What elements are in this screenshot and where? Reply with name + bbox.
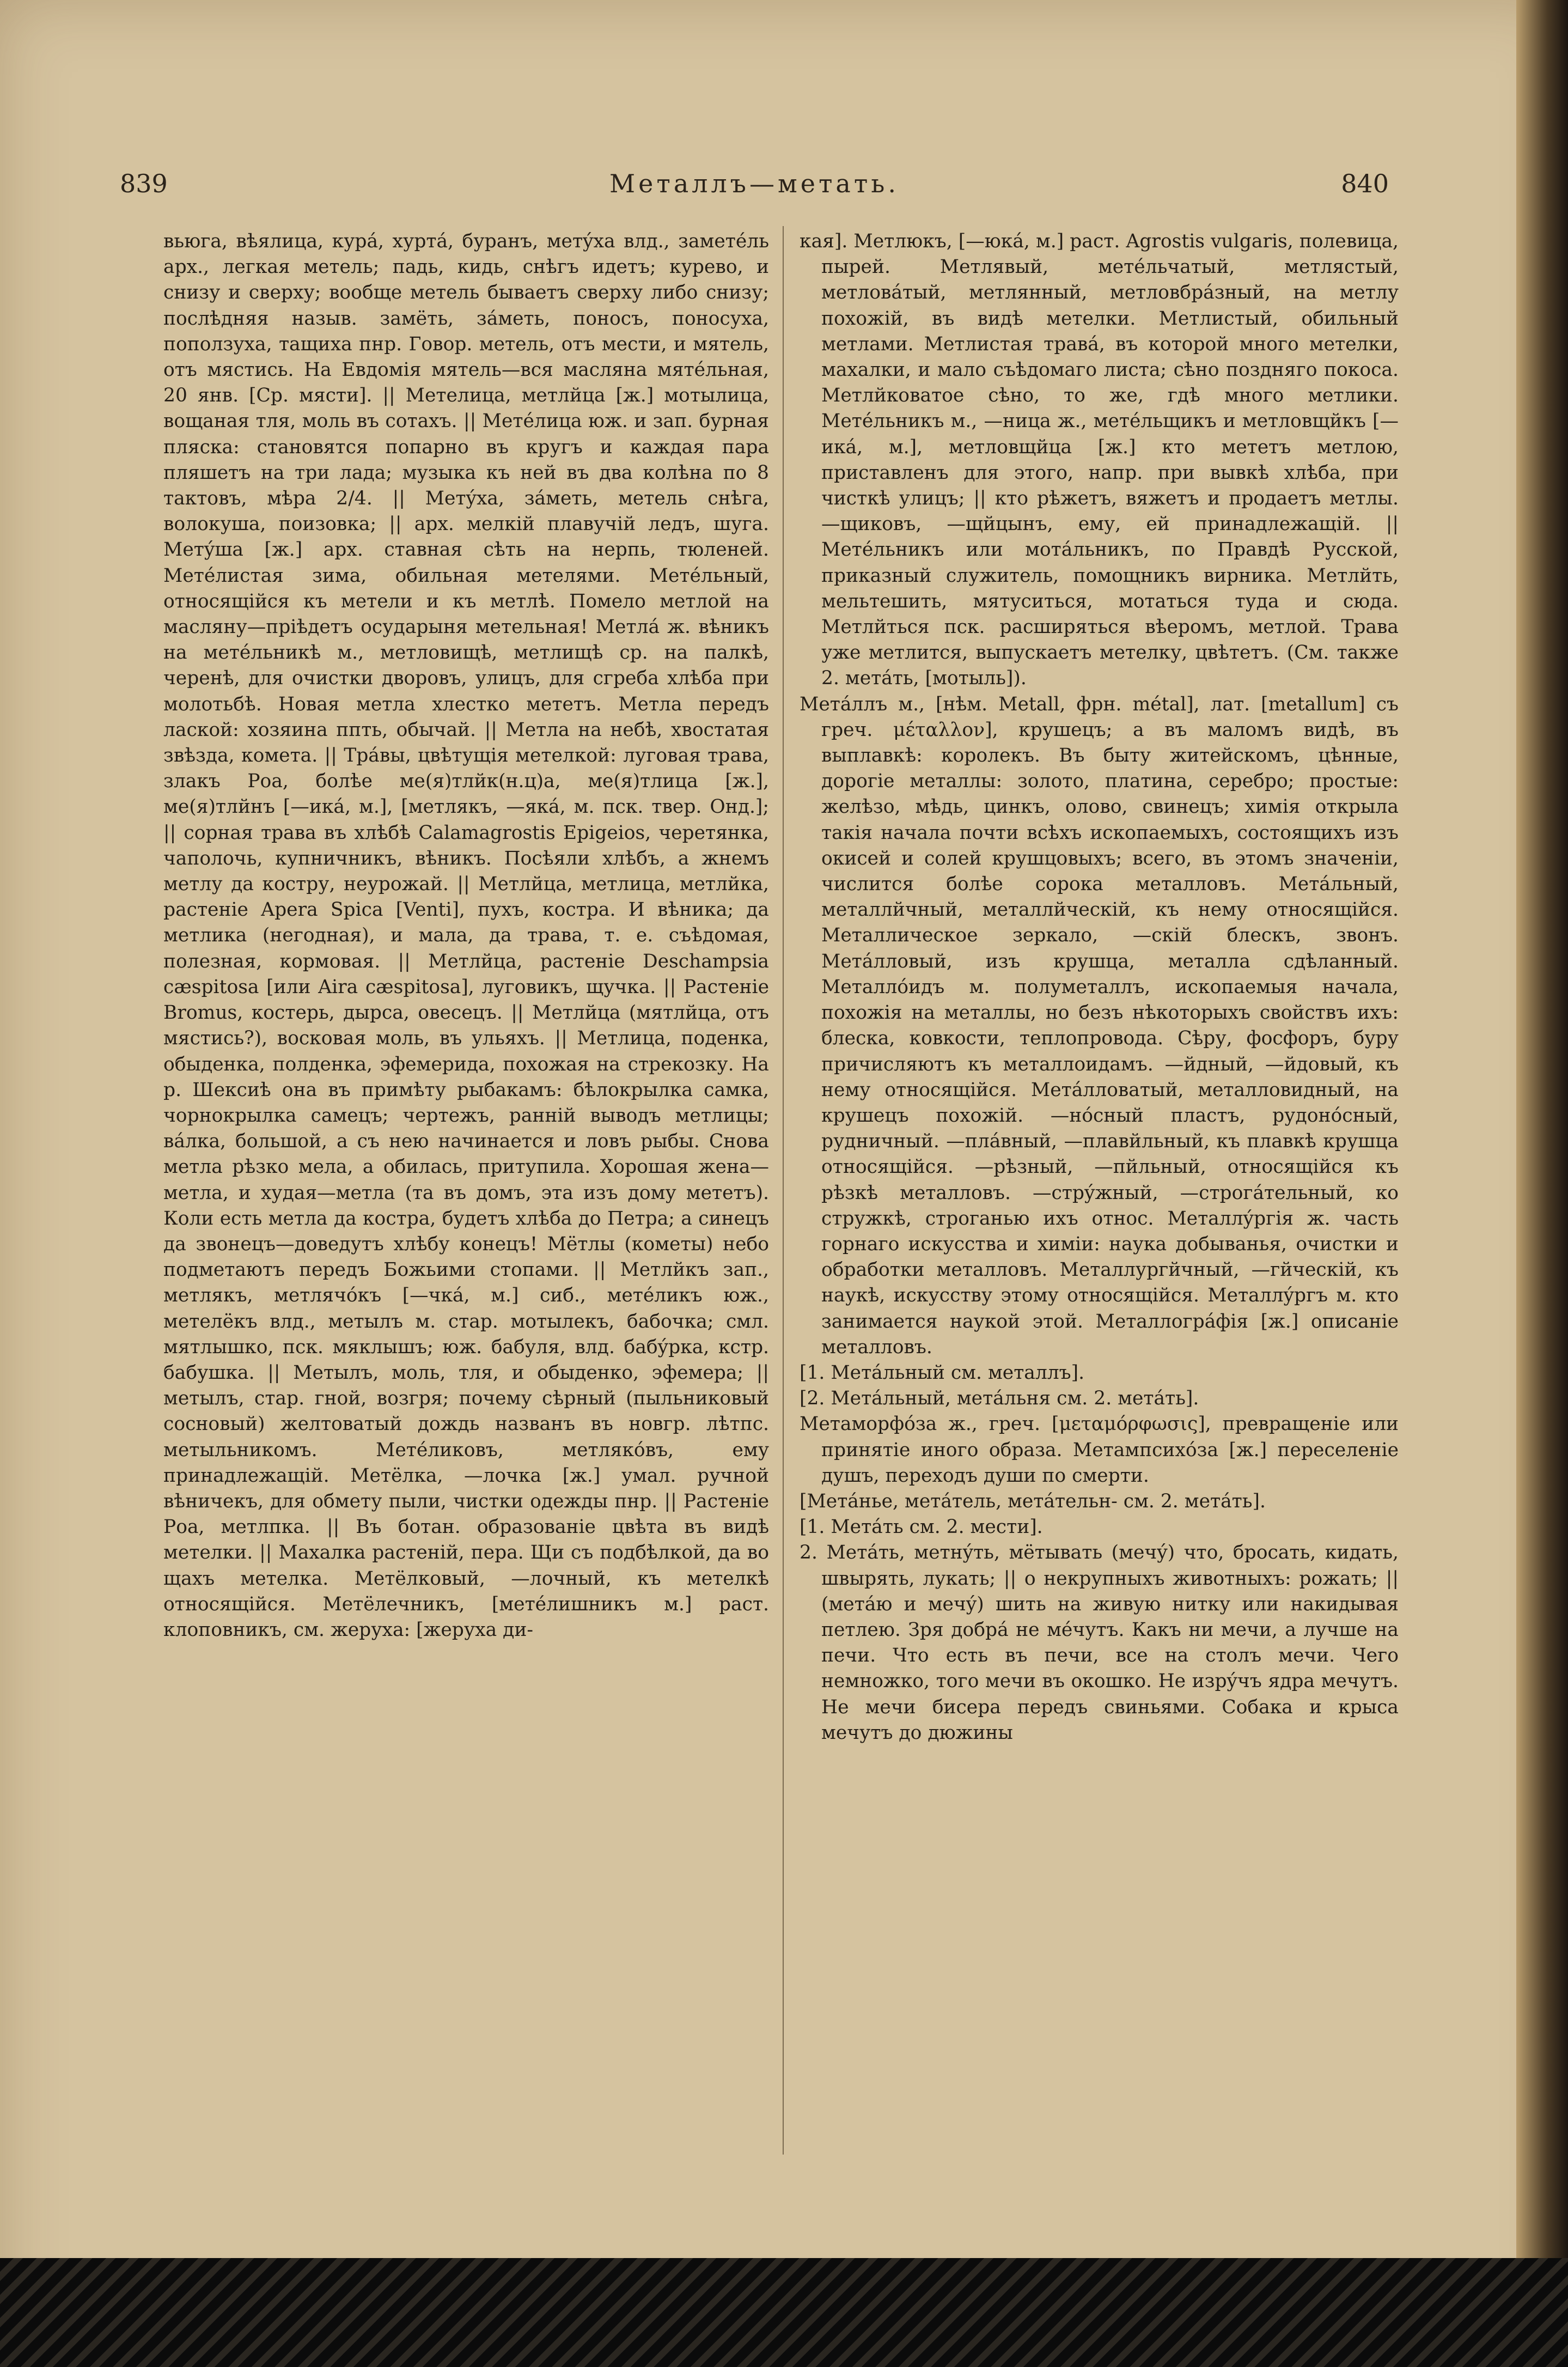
entry-metalny-1: [1. Метáльный см. металлъ]. bbox=[800, 1361, 1085, 1384]
right-column bbox=[800, 229, 1399, 2157]
left-column bbox=[163, 229, 769, 2157]
entry-metat-2: 2. Метáть, метнýть, мётывать (мечý) что, бросать, кидать, швырять, лукать; || о некрупныхъ животныхъ: рожать; || (метáю и мечý) шить на живую нитку или накидывая петлею. Зря добрá не мéчутъ. Какъ ни мечи, а лучше на печи. Что есть въ печи, все на столъ мечи. Чего немножко, того мечи въ окошко. Не изрýчъ ядра мечутъ. Не мечи бисера передъ свиньями. Собака и крыса мечутъ до дюжины bbox=[800, 1542, 1399, 1744]
column-divider bbox=[783, 226, 784, 2155]
entry-text: вьюга, вѣялица, курá, хуртá, буранъ, метýха влд., заметéль арх., легкая метель; падь, кидь, снѣгъ идетъ; курево, и снизу и сверху; вообще метель бываетъ сверху либо снизу; послѣдняя назыв. замёть, зáметь, поносъ, поносуха, поползуха, тащиха пнр. Говор. метель, отъ мести, и мятель, отъ мястись. На Евдомія мятель—вся масляна мятéльная, 20 янв. [Ср. мясти]. || Метелица, метлйца [ж.] мотылица, вощаная тля, моль въ сотахъ. || Метéлица юж. и зап. бурная пляска: становятся попарно въ кругъ и каждая пара пляшетъ на три лада; музыка къ ней въ два колѣна по 8 тактовъ, мѣра 2/4. || Метýха, зáметь, метель снѣга, волокуша, поизовка; || арх. мелкiй плавучiй ледъ, шуга. Метýша [ж.] арх. ставная сѣть на нерпь, тюленей. Метéлистая зима, обильная метелями. Метéльный, относящiйся къ метели и къ метлѣ. Помело метлой на масляну—прiѣдетъ осударыня метельная! Метлá ж. вѣникъ на метéльникѣ м., метловищѣ, метлищѣ ср. на палкѣ, черенѣ, для очистки дворовъ, улицъ, для сгреба хлѣба при молотьбѣ. Новая метла хлестко мететъ. Метла передъ лаской: хозяина ппть, обычай. || Метла на небѣ, хвостатая звѣзда, комета. || Трáвы, цвѣтущiя метелкой: луговая трава, злакъ Роа, болѣе ме(я)тлйк(н.ц)а, ме(я)тлица [ж.], ме(я)тлйнъ [—икá, м.], [метлякъ, —якá, м. пск. твер. Онд.]; || сорная трава въ хлѣбѣ Calamagrostis Epigeios, черетянка, чаполочь, купничникъ, вѣникъ. Посѣяли хлѣбъ, а жнемъ метлу да костру, неурожай. || Метлйца, метлица, метлйка, растенiе Apera Spica [Venti], пухъ, костра. И вѣника; да метлика (негодная), и мала, да трава, т. е. съѣдомая, полезная, кормовая. || Метлйца, растенiе Deschampsia cæspitosa [или Aira cæspitosa], луговикъ, щучка. || Растенiе Bromus, костерь, дырса, овесецъ. || Метлйца (мятлйца, отъ мястись?), восковая моль, въ ульяхъ. || Метлица, поденка, обыденка, полденка, эфемерида, похожая на стрекозку. На р. Шексиѣ она въ примѣту рыбакамъ: бѣлокрылка самка, чорнокрылка самецъ; чертежъ, раннiй выводъ метлицы; вáлка, большой, а съ нею начинается и ловъ рыбы. Снова метла рѣзко мела, а обилась, притупила. Хорошая жена—метла, и худая—метла (та въ домъ, эта изъ дому мететъ). Коли есть метла да костра, будетъ хлѣба до Петра; а синецъ да звонецъ—доведутъ хлѣбу конецъ! Мётлы (кометы) небо подметаютъ передъ Божьими стопами. || Метлйкъ зап., метлякъ, метлячóкъ [—чкá, м.] сиб., метéликъ юж., метелёкъ влд., метылъ м. стар. мотылекъ, бабочка; смл. мятлышко, пск. мяклышъ; юж. бабуля, влд. бабýрка, кстр. бабушка. || Метылъ, моль, тля, и обыденко, эфемера; || метылъ, стар. гной, возгря; почему сѣрный (пыльниковый сосновый) желтоватый дождь названъ въ новгр. лѣтпс. метыльникомъ. Метéликовъ, метлякóвъ, ему принадлежащiй. Метёлка, —лочка [ж.] умал. ручной вѣничекъ, для обмету пыли, чистки одежды пнр. || Растенiе Роа, метлпка. || Въ ботан. образованiе цвѣта въ видѣ метелки. || Махалка растенiй, пера. Щи съ подбѣлкой, да во щахъ метелка. Метёлковый, —лочный, къ метелкѣ относящiйся. Метёлечникъ, [метéлишникъ м.] раст. клоповникъ, см. жеруха: [жеруха ди- bbox=[163, 230, 769, 1641]
entry-metat-1: [1. Метáть см. 2. мести]. bbox=[800, 1516, 1043, 1538]
page-number-right: 840 bbox=[1341, 169, 1389, 198]
running-title: Металлъ—метать. bbox=[609, 169, 899, 198]
scan-background-strip bbox=[0, 2258, 1568, 2367]
entry-metanie: [Метáнье, метáтель, метáтельн- см. 2. метáть]. bbox=[800, 1490, 1266, 1512]
running-header bbox=[120, 169, 1389, 207]
entry-metamorfoza: Метаморфóза ж., греч. [μεταμόρφωσις], превращенiе или принятiе иного образа. Метампсихóза [ж.] переселенiе душъ, переходъ души по смерти. bbox=[800, 1413, 1399, 1487]
entry-metall: Метáллъ м., [нѣм. Metall, фрн. métal], лат. [metallum] съ греч. μέταλλον], крушецъ; а въ маломъ видѣ, въ выплавкѣ: королекъ. Въ быту житейскомъ, цѣнные, дорогiе металлы: золото, платина, серебро; простые: желѣзо, мѣдь, цинкъ, олово, свинецъ; химiя открыла такiя начала почти всѣхъ ископаемыхъ, состоящихъ изъ окисей и солей крушцовыхъ; всего, въ этомъ значенiи, числится болѣе сорока металловъ. Метáльный, металлйчный, металлйческiй, къ нему относящiйся. Металлическое зеркало, —скiй блескъ, звонъ. Метáлловый, изъ крушца, металла сдѣланный. Металлóидъ м. полуметаллъ, ископаемыя начала, похожiя на металлы, но безъ нѣкоторыхъ свойствъ ихъ: блеска, ковкости, теплопровода. Сѣру, фосфоръ, буру причисляютъ къ металлоидамъ. —йдный, —йдовый, къ нему относящiйся. Метáлловатый, металловидный, на крушецъ похожiй. —нóсный пластъ, рудонóсный, рудничный. —плáвный, —плавйльный, къ плавкѣ крушца относящiйся. —рѣзный, —пйльный, относящiйся къ рѣзкѣ металловъ. —стрýжный, —строгáтельный, ко стружкѣ, строганью ихъ относ. Металлýргiя ж. часть горнаго искусства и химiи: наука добыванья, очистки и обработки металловъ. Металлургйчный, —гйческiй, къ наукѣ, искусству этому относящiйся. Металлýргъ м. кто занимается наукой этой. Металлогрáфiя [ж.] описанiе металловъ. bbox=[800, 693, 1399, 1358]
entry-metalny-2: [2. Метáльный, метáльня см. 2. метáть]. bbox=[800, 1388, 1199, 1410]
book-spine-shadow bbox=[1516, 0, 1568, 2367]
page-number-left: 839 bbox=[120, 169, 168, 198]
entry-text: кая]. Метлюкъ, [—юкá, м.] раст. Agrostis vulgaris, полевица, пырей. Метлявый, метéльчатый, метлястый, метловáтый, метлянный, метловбрáзный, на метлу похожiй, въ видѣ метелки. Метлистый, обильный метлами. Метлистая травá, въ которой много метелки, махалки, и мало съѣдомаго листа; сѣно поздняго покоса. Метлйковатое сѣно, то же, гдѣ много метлики. Метéльникъ м., —ница ж., метéльщикъ и метловщйкъ [—икá, м.], метловщйца [ж.] кто мететъ метлою, приставленъ для этого, напр. при вывкѣ хлѣба, при чисткѣ улицъ; || кто рѣжетъ, вяжетъ и продаетъ метлы. —щиковъ, —щйцынъ, ему, ей принадлежащiй. || Метéльникъ или мотáльникъ, по Правдѣ Русской, приказный служитель, помощникъ вирника. Метлйть, мельтешить, мятуситься, мотаться туда и сюда. Метлйться пск. расширяться вѣеромъ, метлой. Трава уже метлится, выпускаетъ метелку, цвѣтетъ. (См. также 2. метáть, [мотыль]). bbox=[800, 230, 1399, 690]
